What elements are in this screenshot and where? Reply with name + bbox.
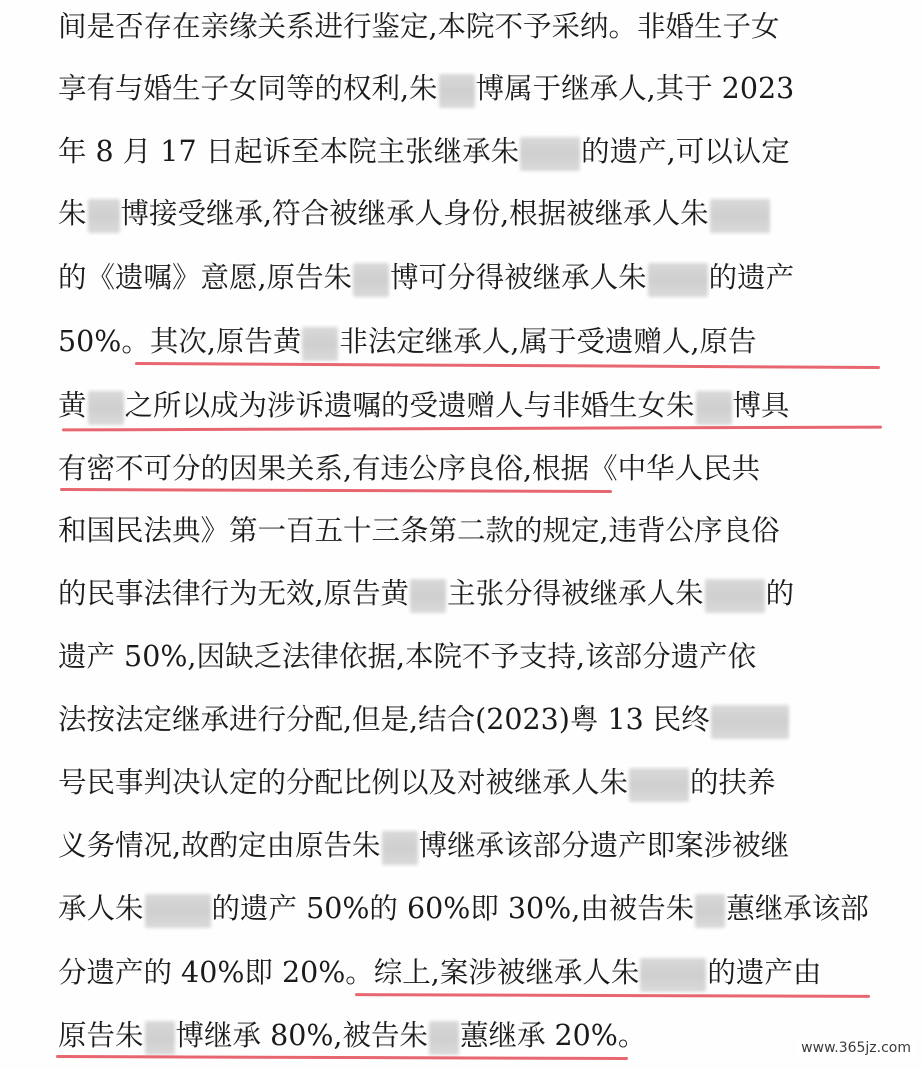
text-line-10 (58, 574, 878, 614)
redaction-block (695, 894, 725, 928)
text-segment: 的遗产 50%的 60%即 30%,由被告朱 (211, 892, 695, 925)
highlight-underline (135, 362, 880, 369)
highlight-underline (355, 993, 870, 998)
redaction-block (382, 831, 418, 865)
redaction-block (696, 391, 732, 425)
text-line-14 (58, 826, 878, 866)
text-segment: 遗产 50%,因缺乏法律依据,本院不予支持,该部分遗产依 (58, 640, 757, 673)
redaction-block (711, 705, 789, 739)
redaction-block (302, 327, 338, 361)
text-segment: 蕙继承该部 (726, 892, 869, 925)
text-line-12 (58, 700, 878, 740)
redaction-block (410, 579, 446, 613)
text-line-11 (58, 637, 878, 677)
text-segment: 50%。其次,原告黄 (58, 325, 302, 358)
text-line-17 (58, 1016, 878, 1056)
text-line-3 (58, 132, 878, 172)
text-segment: 有密不可分的因果关系,有违公序良俗,根据《中华人民共 (58, 452, 761, 485)
text-line-13 (58, 763, 878, 803)
highlight-underline (60, 488, 612, 493)
redaction-block (520, 137, 580, 171)
text-segment: 之所以成为涉诉遗嘱的受遗赠人与非婚生女朱 (124, 389, 695, 422)
text-segment: 的 (765, 577, 795, 610)
text-line-6 (58, 322, 878, 362)
text-line-15 (58, 889, 878, 929)
redaction-block (640, 958, 706, 992)
highlight-underline (56, 1055, 628, 1060)
text-segment: 的民事法律行为无效,原告黄 (58, 577, 410, 610)
text-line-7 (58, 386, 878, 426)
text-segment: 朱 (58, 197, 87, 230)
text-segment: 年 8 月 17 日起诉至本院主张继承朱 (58, 135, 520, 168)
redaction-block (145, 1021, 175, 1055)
text-segment: 号民事判决认定的分配比例以及对被继承人朱 (58, 766, 629, 799)
text-line-5 (58, 258, 878, 298)
text-segment: 博属于继承人,其于 2023 (475, 72, 795, 105)
redaction-block (705, 579, 765, 613)
text-segment: 主张分得被继承人朱 (447, 577, 704, 610)
redaction-block (629, 768, 689, 802)
text-line-8 (58, 449, 878, 489)
redaction-block (145, 894, 211, 928)
redaction-block (710, 199, 770, 233)
text-line-9 (58, 511, 878, 551)
text-segment: 分遗产的 40%即 20%。综上,案涉被继承人朱 (58, 956, 640, 989)
text-segment: 博具 (732, 389, 790, 422)
text-segment: 和国民法典》第一百五十三条第二款的规定,违背公序良俗 (58, 514, 780, 547)
text-segment: 承人朱 (58, 892, 144, 925)
text-segment: 原告朱 (58, 1019, 144, 1052)
redaction-block (439, 74, 475, 108)
text-segment: 非法定继承人,属于受遗赠人,原告 (339, 325, 757, 358)
redaction-block (353, 263, 389, 297)
text-segment: 博继承该部分遗产即案涉被继 (418, 829, 790, 862)
text-line-16 (58, 953, 878, 993)
text-segment: 的遗产 (708, 261, 795, 294)
highlight-underline (62, 426, 882, 432)
text-segment: 间是否存在亲缘关系进行鉴定,本院不予采纳。非婚生子女 (58, 10, 780, 43)
text-line-4 (58, 194, 878, 234)
redaction-block (429, 1021, 459, 1055)
text-segment: 博接受继承,符合被继承人身份,根据被继承人朱 (120, 197, 709, 230)
redaction-block (88, 199, 120, 233)
text-segment: 享有与婚生子女同等的权利,朱 (58, 72, 438, 105)
text-line-1 (58, 7, 878, 47)
text-segment: 蕙继承 20%。 (459, 1019, 647, 1052)
text-segment: 法按法定继承进行分配,但是,结合(2023)粤 13 民终 (58, 703, 710, 736)
text-segment: 义务情况,故酌定由原告朱 (58, 829, 381, 862)
redaction-block (648, 263, 708, 297)
text-segment: 的《遗嘱》意愿,原告朱 (58, 261, 353, 294)
text-segment: 博可分得被继承人朱 (390, 261, 647, 294)
text-segment: 黄 (58, 389, 87, 422)
text-segment: 的扶养 (690, 766, 776, 799)
text-line-2 (58, 69, 878, 109)
text-segment: 的遗产,可以认定 (581, 135, 790, 168)
text-segment: 博继承 80%,被告朱 (175, 1019, 428, 1052)
text-segment: 的遗产由 (707, 956, 822, 989)
redaction-block (88, 391, 124, 425)
site-watermark: www.365jz.com (797, 1038, 915, 1058)
